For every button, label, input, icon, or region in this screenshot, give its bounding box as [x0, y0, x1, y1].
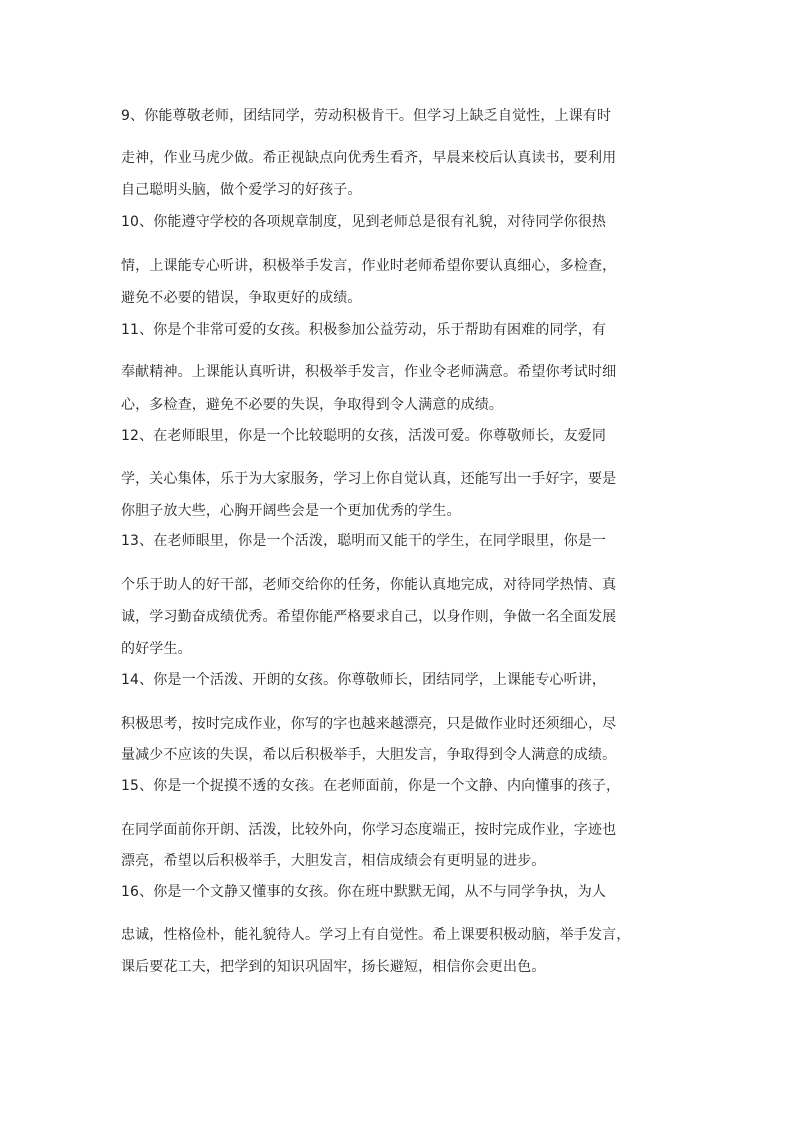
- text-line: 11、你是个非常可爱的女孩。积极参加公益劳动，乐于帮助有困难的同学，有: [121, 322, 607, 338]
- text-line: 诚，学习勤奋成绩优秀。希望你能严格要求自己，以身作则，争做一名全面发展: [121, 609, 617, 625]
- text-line: 积极思考，按时完成作业，你写的字也越来越漂亮，只是做作业时还须细心，尽: [121, 716, 617, 732]
- text-line: 走神，作业马虎少做。希正视缺点向优秀生看齐，早晨来校后认真读书，要利用: [121, 150, 617, 166]
- text-line: 10、你能遵守学校的各项规章制度，见到老师总是很有礼貌，对待同学你很热: [121, 214, 607, 230]
- text-line: 学，关心集体，乐于为大家服务，学习上你自觉认真，还能写出一手好字，要是: [121, 471, 617, 487]
- text-line: 13、在老师眼里，你是一个活泼，聪明而又能干的学生，在同学眼里，你是一: [121, 533, 607, 549]
- text-line: 16、你是一个文静又懂事的女孩。你在班中默默无闻，从不与同学争执，为人: [121, 884, 607, 900]
- text-line: 14、你是一个活泼、开朗的女孩。你尊敬师长，团结同学，上课能专心听讲，: [121, 672, 607, 688]
- text-line: 避免不必要的错误，争取更好的成绩。: [121, 290, 362, 306]
- text-line: 量减少不应该的失误，希以后积极举手，大胆发言，争取得到令人满意的成绩。: [121, 747, 617, 763]
- text-line: 奉献精神。上课能认真听讲，积极举手发言，作业令老师满意。希望你考试时细: [121, 364, 617, 380]
- text-line: 情，上课能专心听讲，积极举手发言，作业时老师希望你要认真细心，多检查，: [121, 258, 617, 274]
- text-line: 课后要花工夫，把学到的知识巩固牢，扬长避短，相信你会更出色。: [121, 959, 546, 975]
- text-line: 12、在老师眼里，你是一个比较聪明的女孩，活泼可爱。你尊敬师长，友爱同: [121, 428, 607, 444]
- text-line: 自己聪明头脑，做个爱学习的好孩子。: [121, 182, 362, 198]
- text-line: 个乐于助人的好干部，老师交给你的任务，你能认真地完成，对待同学热情、真: [121, 577, 617, 593]
- text-line: 15、你是一个捉摸不透的女孩。在老师面前，你是一个文静、内向懂事的孩子，: [121, 778, 621, 794]
- text-line: 漂亮，希望以后积极举手，大胆发言，相信成绩会有更明显的进步。: [121, 853, 546, 869]
- text-line: 的好学生。: [121, 641, 192, 657]
- text-line: 在同学面前你开朗、活泼，比较外向，你学习态度端正，按时完成作业，字迹也: [121, 822, 617, 838]
- text-line: 9、你能尊敬老师，团结同学，劳动积极肯干。但学习上缺乏自觉性，上课有时: [121, 108, 612, 124]
- text-line: 忠诚，性格俭朴，能礼貌待人。学习上有自觉性。希上课要积极动脑，举手发言，: [121, 927, 631, 943]
- text-line: 你胆子放大些，心胸开阔些会是一个更加优秀的学生。: [121, 503, 461, 519]
- text-line: 心，多检查，避免不必要的失误，争取得到令人满意的成绩。: [121, 397, 504, 413]
